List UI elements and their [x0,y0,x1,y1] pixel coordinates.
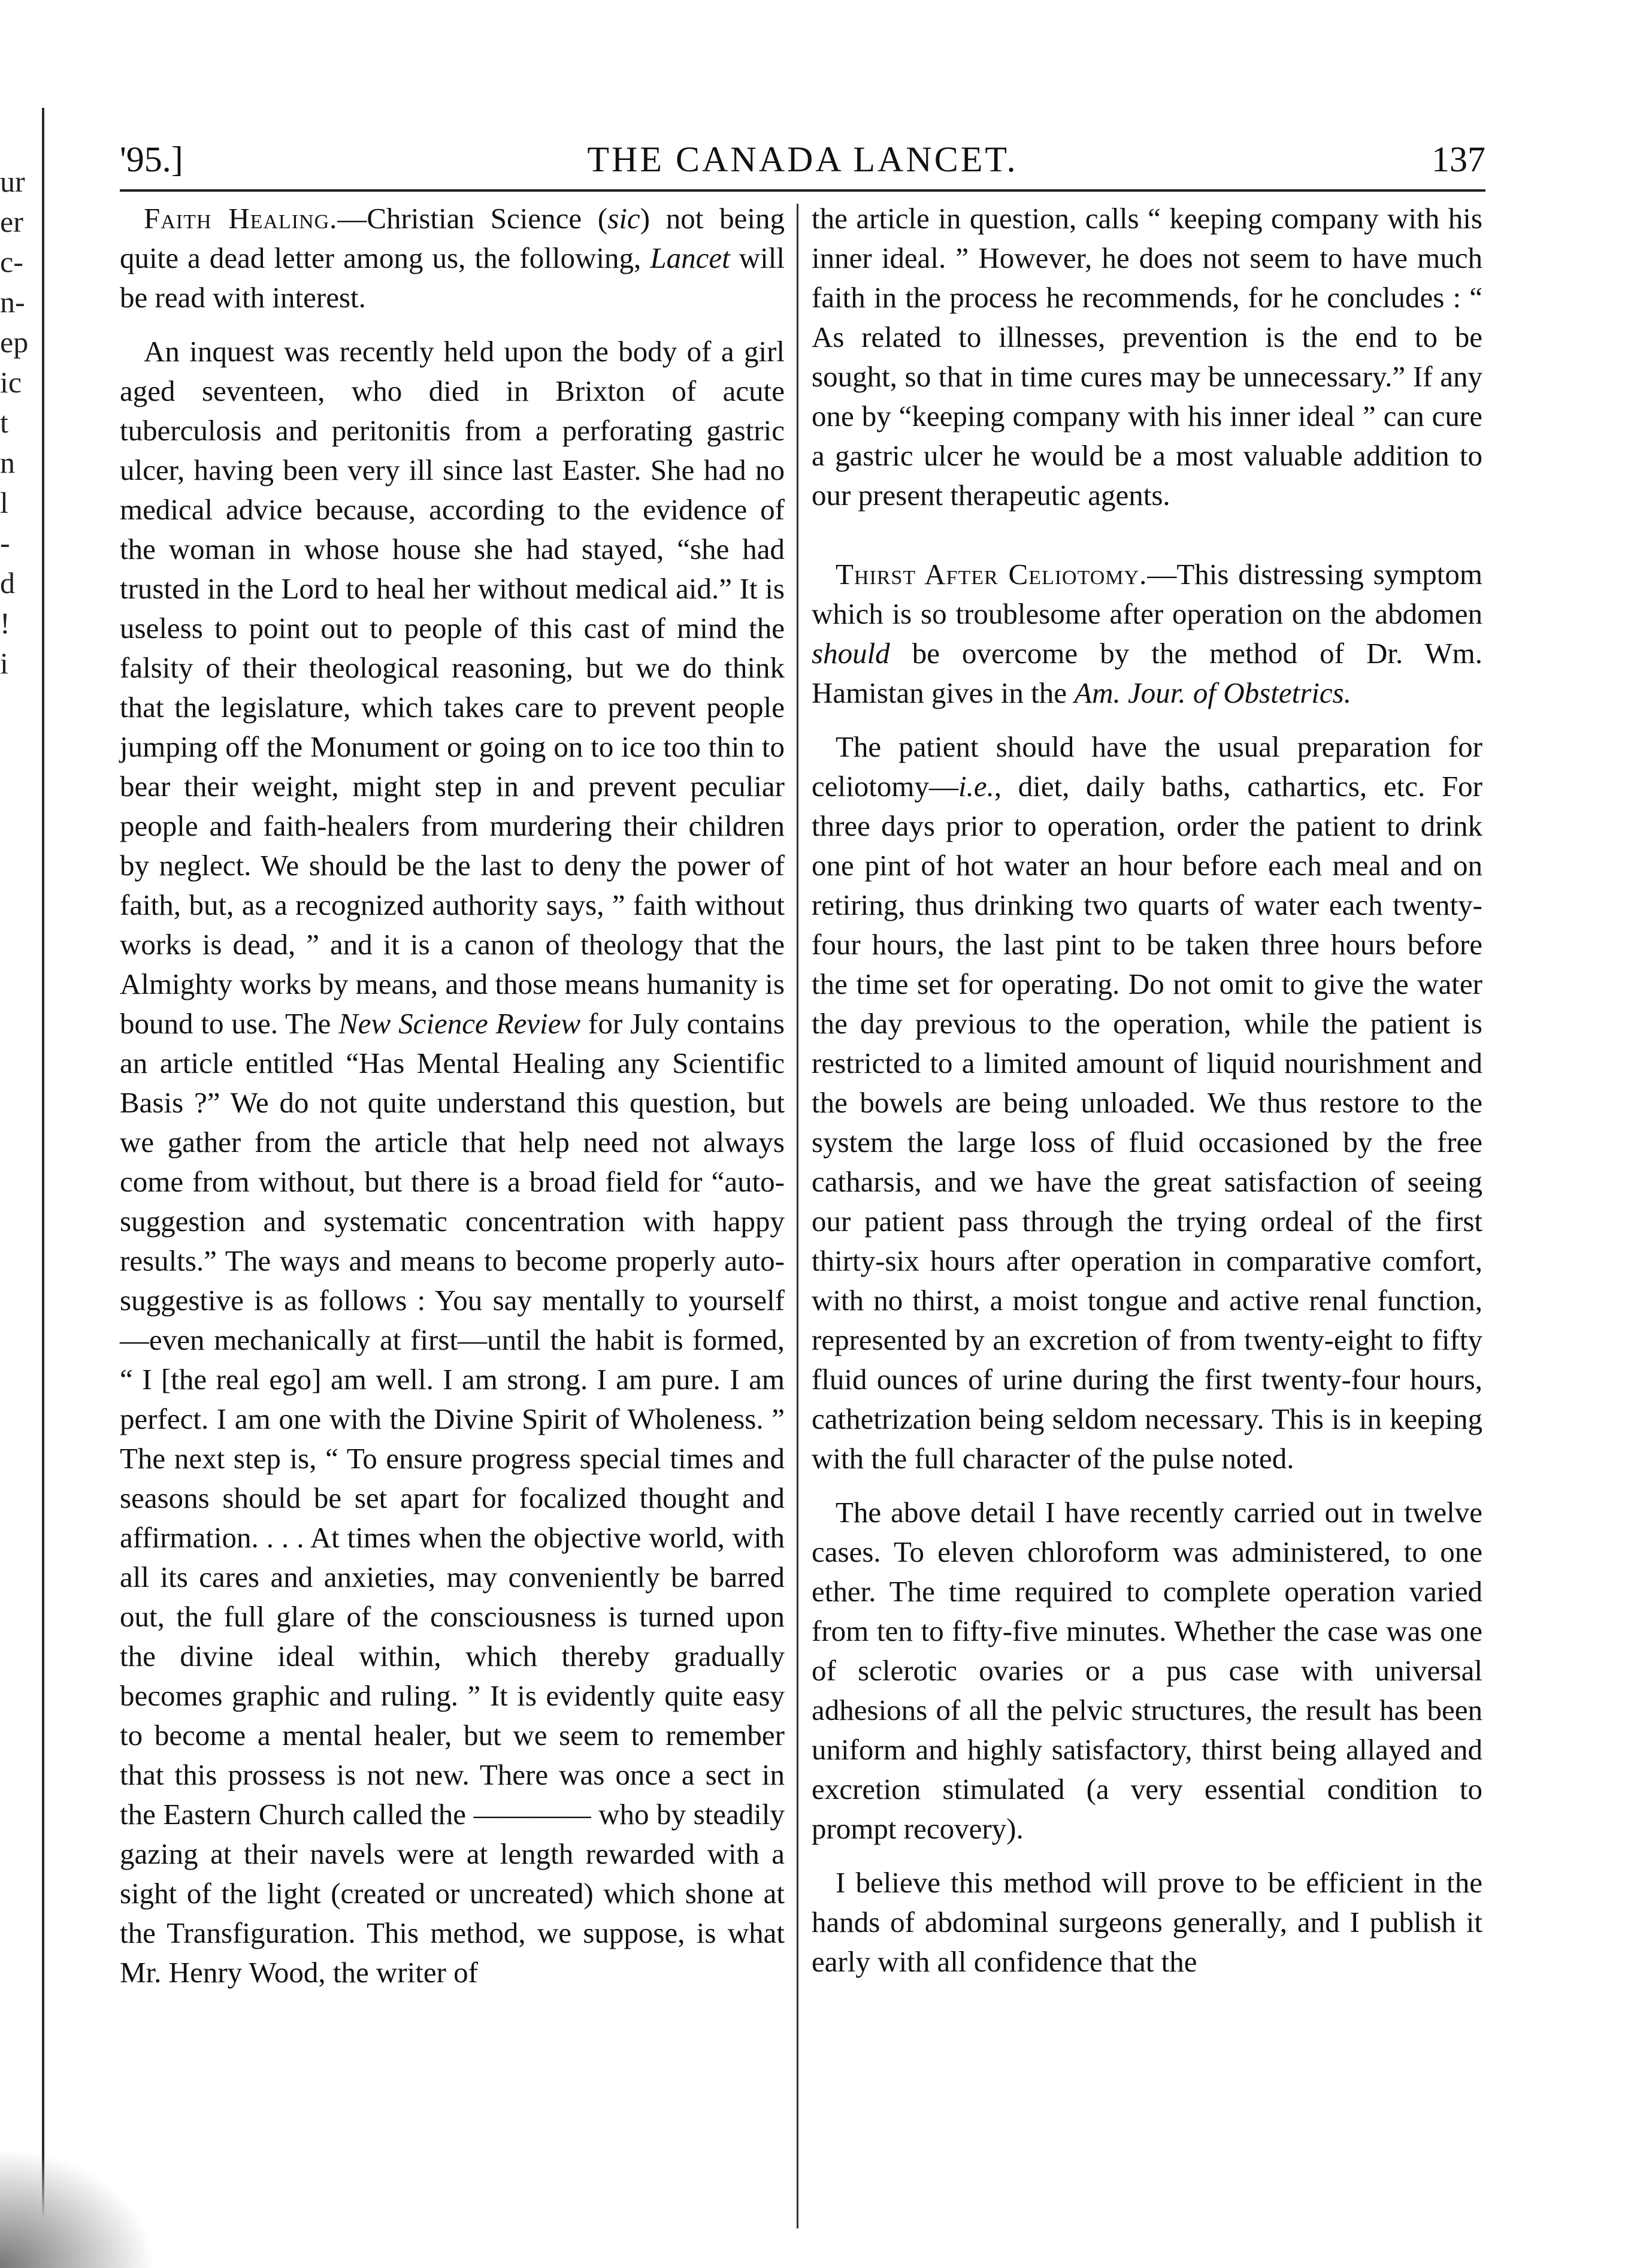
text-run: be overcome by the method of Dr. Wm. Hamistan gives in the [812,637,1482,709]
edge-fragment: ic [0,365,22,399]
edge-fragment: n [0,446,15,479]
edge-fragment: ep [0,325,29,359]
text-run: for July contains an article entitled “Has Mental Healing any Scientific Basis ?” We do not quite understand this question, but we gather from the article that help need not always come from without, but there is a broad field for “auto-suggestion and systematic concentration with happy results.” The ways and means to become properly auto-suggestive is as follows : You say mentally to yourself—even mechanically at first—until the habit is formed, “ I [the real ego] am well. I am strong. I am pure. I am perfect. I am one with the Divine Spirit of Wholeness. ” The next step is, “ To ensure progress special times and seasons should be set apart for focalized thought and affirmation. . . . At times when the objective world, with all its cares and anxieties, may conveniently be barred out, the full glare of the consciousness is turned upon the divine ideal within, which thereby gradually becomes graphic and ruling. ” It is evidently quite easy to become a mental healer, but we seem to remember that this prossess is not new. There was once a sect in the Eastern Church called the ———— who by steadily gazing at their navels were at length rewarded with a sight of the light (created or uncreated) which shone at the Transfiguration. This method, we suppose, is what Mr. Henry Wood, the writer of [120,1007,785,1989]
edge-fragment: c- [0,245,23,279]
italic-text: i.e. [958,770,994,803]
header-rule [120,189,1485,192]
text-run: , diet, daily baths, cathartics, etc. For three days prior to operation, order the patient to drink one pint of hot water an hour before each meal and on retiring, thus drinking two quarts of water each twenty-four hours, the last pint to be taken three hours before the time set for operating. Do not omit to give the water the day previous to the operation, while the patient is restricted to a limited amount of liquid nourishment and the bowels are being unloaded. We thus restore to the system the large loss of fluid occasioned by the free catharsis, and we have the great satisfaction of seeing our patient pass through the trying ordeal of the first thirty-six hours after operation in comparative comfort, with no thirst, a moist tongue and active renal function, represented by an excretion of from twenty-eight to fifty fluid ounces of urine during the first twenty-four hours, cathetrization being seldom necessary. This is in keeping with the full character of the pulse noted. [812,770,1482,1475]
right-column [812,199,1482,1982]
facing-page-edge [0,162,29,684]
edge-fragment: er [0,205,23,238]
preparation-paragraph [812,727,1482,1478]
scan-smudge [0,2148,156,2268]
italic-text: New Science Review [338,1007,581,1040]
page-number: 137 [1432,140,1485,179]
text-run: —Christian Science ( [337,202,608,235]
italic-text: Am. Jour. of Obstetrics. [1074,676,1351,709]
text-run: An inquest was recently held upon the body of a girl aged seventeen, who died in Brixton of acute tuberculosis and peritonitis from a perforating gastric ulcer, having been very ill since last Easter. She had no medical advice because, according to the evidence of the woman in whose house she had stayed, “she had trusted in the Lord to heal her without medical aid.” It is useless to point out to people of this cast of mind the falsity of their theological reasoning, but we do think that the legislature, which takes care to prevent people jumping off the Monument or going on to ice too thin to bear their weight, might step in and prevent peculiar people and faith-healers from murdering their children by neglect. We should be the last to deny the power of faith, but, as a recognized authority says, ” faith without works is dead, ” and it is a canon of theology that the Almighty works by means, and those means humanity is bound to use. The [120,335,785,1040]
binding-shadow [42,108,44,2240]
cases-paragraph: The above detail I have recently carried out in twelve cases. To eleven chloroform was administered, to one ether. The time required to complete operation varied from ten to fifty-five minutes. Whether the case was one of sclerotic ovaries or a pus case with universal adhesions of all the pelvic structures, the result has been uniform and highly satisfactory, thirst being allayed and excretion stimulated (a very essential condition to prompt recovery). [812,1496,1482,1845]
edge-fragment: ur [0,165,25,198]
running-header [120,139,1485,187]
edge-fragment: n- [0,285,25,319]
column-divider [797,204,798,2228]
edge-fragment: l [0,486,8,519]
continued-paragraph: the article in question, calls “ keeping company with his inner ideal. ” However, he does not seem to have much faith in the process he recommends, for he concludes : “ As related to illnesses, prevention is the end to be sought, so that in time cures may be unnecessary.” If any one by “keeping company with his inner ideal ” can cure a gastric ulcer he would be a most valuable addition to our present therapeutic agents. [812,202,1482,512]
edge-fragment: d [0,566,15,600]
section-heading: Thirst After Celiotomy. [836,558,1148,591]
edge-fragment: t [0,406,8,439]
inquest-paragraph [120,332,785,1992]
conclusion-paragraph: I believe this method will prove to be efficient in the hands of abdominal surgeons generally, and I publish it early with all confidence that the [812,1866,1482,1978]
section-heading: Faith Healing. [144,202,338,235]
italic-text: Lancet [650,241,730,274]
edge-fragment: ! [0,606,10,640]
edge-fragment: - [0,526,10,560]
text-run: will be read with interest. [120,241,785,314]
edge-fragment: i [0,646,8,680]
thirst-paragraph [812,555,1482,713]
journal-title: THE CANADA LANCET. [587,140,1018,179]
italic-text: sic [607,202,640,235]
text-run: —This distressing symptom which is so troublesome after operation on the abdomen [812,558,1483,630]
italic-text: should [812,637,890,670]
text-run: ) not being quite a dead letter among us, the following, [120,202,785,274]
faith-healing-paragraph [120,199,785,317]
year-mark: '95.] [120,140,183,179]
text-run: The patient should have the usual preparation for celiotomy— [812,730,1482,803]
left-column [120,199,785,1992]
